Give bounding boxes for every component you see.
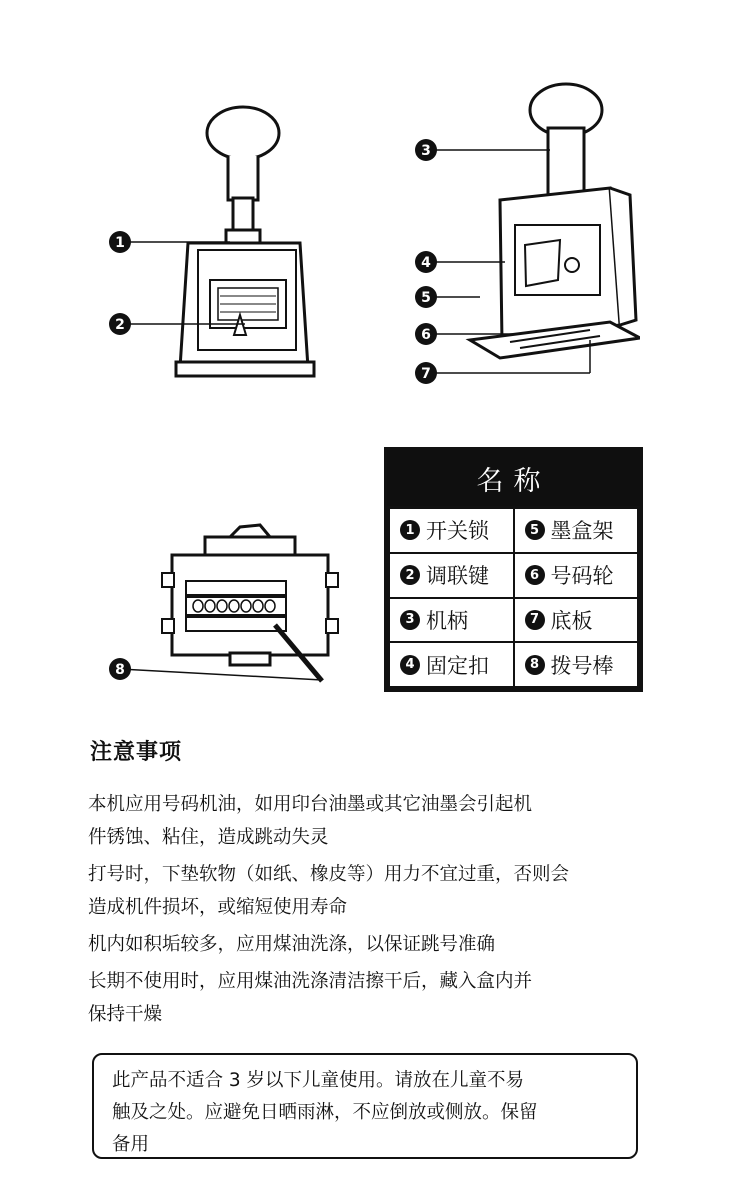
note-paragraph-1 (88, 788, 648, 854)
item-number-badge: 2 (400, 565, 420, 585)
table-header: 名称 (387, 450, 640, 506)
svg-text:8: 8 (115, 662, 125, 678)
warning-line: 触及之处。应避免日晒雨淋，不应倒放或侧放。保留 (112, 1102, 538, 1123)
item-number-badge: 8 (525, 655, 545, 675)
callout-3 (415, 139, 437, 161)
warning-box (92, 1053, 638, 1159)
item-label: 开关锁 (426, 519, 489, 544)
callout-1 (109, 231, 131, 253)
table-cell (515, 509, 638, 552)
item-label: 号码轮 (550, 564, 614, 589)
svg-text:4: 4 (421, 255, 431, 271)
item-number-badge: 4 (400, 655, 420, 675)
table-grid (387, 506, 640, 689)
note-line: 打号时，下垫软物（如纸、橡皮等）用力不宜过重，否则会 (88, 864, 570, 885)
item-label: 墨盒架 (550, 519, 614, 544)
item-label: 调联键 (426, 564, 489, 589)
table-cell (390, 554, 513, 597)
item-number-badge: 1 (400, 520, 420, 540)
parts-name-table (384, 447, 643, 692)
callout-6 (415, 323, 437, 345)
item-label: 拨号棒 (550, 653, 614, 678)
note-line: 件锈蚀、粘住，造成跳动失灵 (88, 827, 329, 848)
svg-text:5: 5 (421, 290, 431, 306)
svg-text:3: 3 (421, 143, 431, 159)
note-line: 机内如积垢较多，应用煤油洗涤，以保证跳号准确 (88, 934, 496, 955)
item-number-badge: 7 (525, 610, 545, 630)
note-line: 长期不使用时，应用煤油洗涤清洁擦干后，藏入盒内并 (88, 971, 533, 992)
note-paragraph-4 (88, 965, 648, 1031)
table-cell (515, 554, 638, 597)
svg-text:7: 7 (421, 366, 431, 382)
table-cell (390, 599, 513, 642)
note-line: 本机应用号码机油，如用印台油墨或其它油墨会引起机 (88, 794, 533, 815)
item-label: 固定扣 (426, 653, 489, 678)
warning-line: 此产品不适合 3 岁以下儿童使用。请放在儿童不易 (112, 1070, 525, 1091)
table-cell (515, 599, 638, 642)
callout-4 (415, 251, 437, 273)
table-cell (390, 509, 513, 552)
note-line: 保持干燥 (88, 1004, 163, 1025)
note-paragraph-2 (88, 858, 648, 924)
notes-title: 注意事项 (90, 740, 183, 765)
svg-text:1: 1 (115, 235, 125, 251)
item-number-badge: 3 (400, 610, 420, 630)
svg-text:2: 2 (115, 317, 125, 333)
item-number-badge: 6 (525, 565, 545, 585)
callout-2 (109, 313, 131, 335)
callout-7 (415, 362, 437, 384)
callout-5 (415, 286, 437, 308)
table-cell (515, 643, 638, 686)
note-paragraph-3 (88, 928, 648, 961)
item-label: 底板 (550, 608, 593, 633)
callout-8 (109, 658, 131, 680)
item-number-badge: 5 (525, 520, 545, 540)
note-line: 造成机件损坏，或缩短使用寿命 (88, 897, 348, 918)
item-label: 机柄 (426, 608, 468, 633)
svg-text:6: 6 (421, 327, 431, 343)
warning-line: 备用 (112, 1134, 150, 1155)
table-cell (390, 643, 513, 686)
